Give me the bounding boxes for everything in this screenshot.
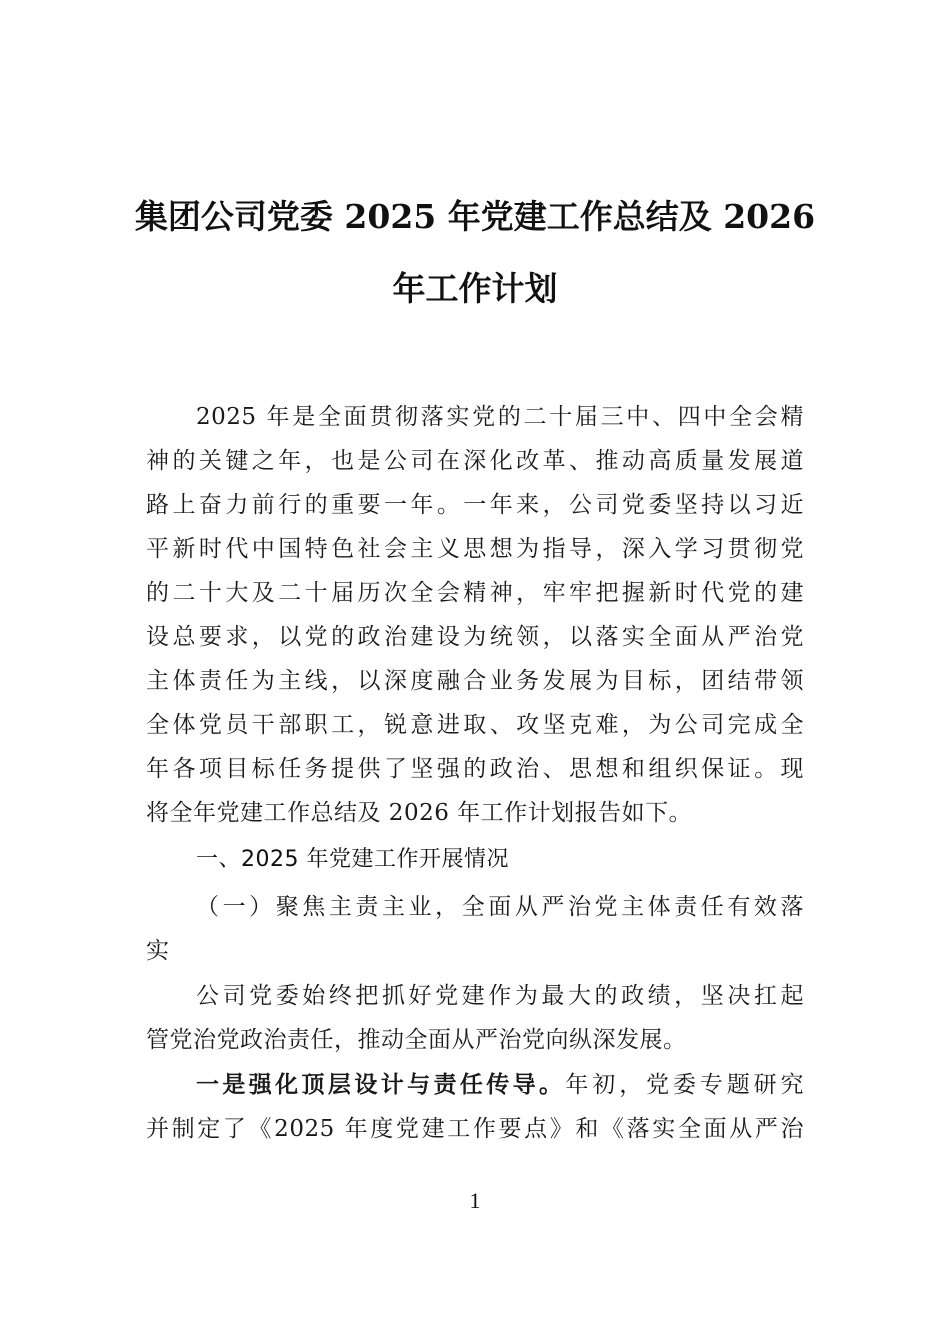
intro-line: 将全年党建工作总结及 2026 年工作计划报告如下。 [146, 800, 693, 826]
page-number: 1 [469, 1188, 481, 1213]
section-heading: 一、2025 年党建工作开展情况 [196, 847, 509, 872]
intro-line: 年各项目标任务提供了坚强的政治、思想和组织保证。现 [146, 756, 804, 782]
body-line: 管党治党政治责任，推动全面从严治党向纵深发展。 [146, 1027, 687, 1053]
intro-line: 2025 年是全面贯彻落实党的二十届三中、四中全会精 [196, 404, 804, 430]
intro-line: 全体党员干部职工，锐意进取、攻坚克难，为公司完成全 [146, 712, 804, 738]
point-text: 年初，党委专题研究 [565, 1072, 805, 1098]
point-line-1 [196, 1063, 804, 1107]
intro-line: 平新时代中国特色社会主义思想为指导，深入学习贯彻党 [146, 536, 804, 562]
body-line: 公司党委始终把抓好党建作为最大的政绩，坚决扛起 [196, 983, 804, 1009]
point-lead: 一是强化顶层设计与责任传导。 [196, 1072, 566, 1098]
intro-line: 神的关键之年，也是公司在深化改革、推动高质量发展道 [146, 448, 804, 474]
intro-line: 的二十大及二十届历次全会精神，牢牢把握新时代党的建 [146, 580, 804, 606]
point-line-2: 并制定了《2025 年度党建工作要点》和《落实全面从严治 [146, 1116, 804, 1142]
subsection-heading-line-2: 实 [146, 938, 170, 964]
intro-line: 路上奋力前行的重要一年。一年来，公司党委坚持以习近 [146, 492, 804, 518]
intro-line: 设总要求，以党的政治建设为统领，以落实全面从严治党 [146, 624, 804, 650]
document-title-line-2: 年工作计划 [392, 269, 558, 308]
document-title-line-1: 集团公司党委 2025 年党建工作总结及 2026 [134, 197, 816, 236]
intro-line: 主体责任为主线，以深度融合业务发展为目标，团结带领 [146, 668, 804, 694]
subsection-heading-line-1: （一）聚焦主责主业，全面从严治党主体责任有效落 [196, 894, 804, 920]
